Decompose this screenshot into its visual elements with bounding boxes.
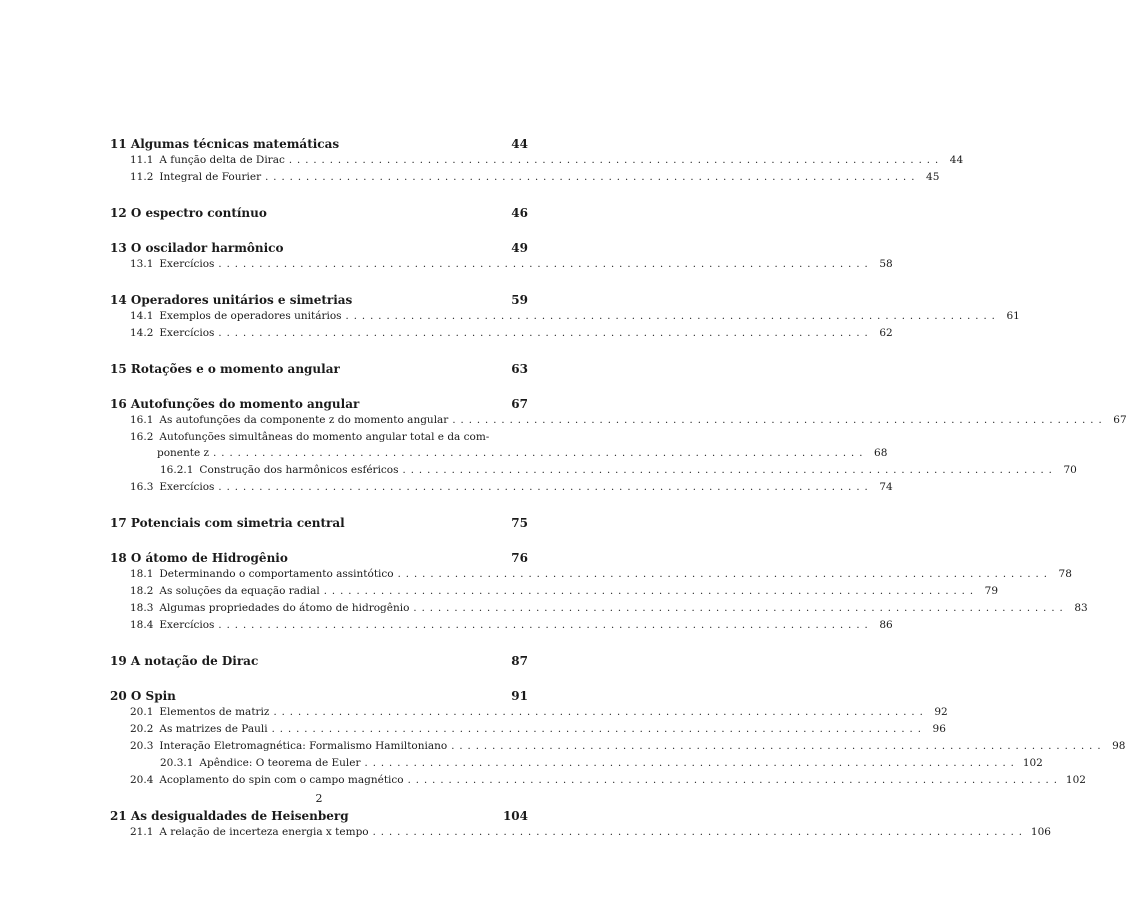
entry-title: Exercícios: [159, 327, 215, 339]
chapter-heading: [110, 516, 528, 531]
entry-page: 44: [949, 154, 964, 166]
toc-entry: [110, 479, 893, 496]
dot-leader: ................................................................................: [407, 775, 1062, 786]
chapter-title: [110, 654, 511, 669]
toc-entry: [110, 704, 948, 721]
entry-title: Integral de Fourier: [159, 171, 262, 183]
chapter-title-text: As desigualdades de Heisenberg: [130, 809, 349, 823]
entry-title: As soluções da equação radial: [159, 585, 320, 597]
chapter-page: 104: [502, 809, 528, 823]
entry-title: Acoplamento do spin com o campo magnético: [159, 774, 404, 786]
entry-page: 45: [926, 171, 940, 183]
chapter-page: 91: [511, 689, 528, 703]
dot-leader: ................................................................................: [413, 603, 1068, 614]
toc-entry: [110, 721, 946, 738]
chapter-number: 14: [110, 293, 127, 307]
dot-leader: ................................................................................: [271, 724, 926, 735]
entry-title: As matrizes de Pauli: [159, 723, 268, 735]
chapter-title: [110, 241, 511, 256]
chapter-page: 49: [511, 241, 528, 255]
chapter-page: 76: [511, 551, 528, 565]
toc-entry: [110, 325, 893, 342]
toc-entry: [110, 824, 1051, 841]
entry-title: A relação de incerteza energia x tempo: [159, 826, 369, 838]
entry-page: 62: [879, 327, 893, 339]
toc-entry: [110, 256, 893, 273]
entry-title: Elementos de matriz: [159, 706, 270, 718]
chapter-heading: [110, 241, 528, 256]
chapter-page: 75: [511, 516, 528, 530]
toc-entry: [110, 755, 1043, 772]
entry-number: 20.3.1: [160, 757, 194, 769]
entry-title: Exemplos de operadores unitários: [159, 310, 342, 322]
entry-page: 68: [874, 447, 888, 459]
toc-entry: [110, 462, 1077, 479]
chapter-title-text: O átomo de Hidrogênio: [130, 551, 288, 565]
entry-title: Algumas propriedades do átomo de hidrogênio: [159, 602, 410, 614]
chapter-title: [110, 293, 511, 308]
toc-entry: [110, 566, 1072, 583]
chapter-title: [110, 362, 511, 377]
toc-entry: [110, 308, 1020, 325]
entry-number: 11.2: [130, 171, 154, 183]
dot-leader: ................................................................................: [288, 155, 944, 166]
chapter-heading: [110, 551, 528, 566]
toc-entry: [110, 772, 1086, 789]
toc-entry: [110, 429, 528, 445]
toc-entry: [110, 152, 964, 169]
chapter-number: 15: [110, 362, 127, 376]
entry-number: 14.1: [130, 310, 154, 322]
chapter-title: [110, 397, 511, 412]
chapter-number: 18: [110, 551, 127, 565]
entry-number: 16.3: [130, 481, 154, 493]
dot-leader: ................................................................................: [213, 448, 868, 459]
entry-title: As autofunções da componente z do momento angular: [159, 414, 449, 426]
chapter-number: 20: [110, 689, 127, 703]
dot-leader: ................................................................................: [218, 259, 873, 270]
entry-page: 61: [1006, 310, 1020, 322]
entry-page: 96: [932, 723, 946, 735]
entry-page: 58: [879, 258, 893, 270]
chapter-title-text: Autofunções do momento angular: [130, 397, 360, 411]
entry-page: 86: [879, 619, 893, 631]
entry-number: 20.1: [130, 706, 154, 718]
chapter-heading: [110, 809, 528, 824]
entry-number: 20.3: [130, 740, 154, 752]
entry-page: 92: [934, 706, 948, 718]
dot-leader: ................................................................................: [273, 707, 928, 718]
chapter-heading: [110, 206, 528, 221]
table-of-contents: [110, 137, 1127, 841]
toc-entry: [110, 445, 888, 462]
chapter-page: 63: [511, 362, 528, 376]
chapter-title: [110, 206, 511, 221]
chapter-heading: [110, 362, 528, 377]
entry-title: Apêndice: O teorema de Euler: [199, 757, 361, 769]
entry-title: Autofunções simultâneas do momento angular total e da com-: [159, 431, 490, 443]
chapter-title-text: O espectro contínuo: [130, 206, 267, 220]
entry-title: Exercícios: [159, 619, 215, 631]
entry-number: 18.1: [130, 568, 154, 580]
entry-number: 18.2: [130, 585, 154, 597]
toc-entry: [110, 169, 940, 186]
entry-title: A função delta de Dirac: [159, 154, 285, 166]
entry-title: Interação Eletromagnética: Formalismo Hamiltoniano: [159, 740, 448, 752]
dot-leader: ................................................................................: [218, 620, 873, 631]
entry-page: 78: [1058, 568, 1072, 580]
toc-entry: [110, 738, 1126, 755]
dot-leader: ................................................................................: [218, 328, 873, 339]
chapter-title-text: A notação de Dirac: [130, 654, 259, 668]
chapter-title-text: Algumas técnicas matemáticas: [130, 137, 340, 151]
chapter-page: 46: [511, 206, 528, 220]
dot-leader: ................................................................................: [402, 465, 1057, 476]
entry-number: 18.4: [130, 619, 154, 631]
chapter-number: 21: [110, 809, 127, 823]
chapter-title-text: Potenciais com simetria central: [130, 516, 345, 530]
chapter-title: [110, 516, 511, 531]
chapter-title: [110, 689, 511, 704]
page-number: 2: [315, 792, 323, 805]
dot-leader: ................................................................................: [323, 586, 979, 597]
dot-leader: ................................................................................: [372, 827, 1027, 838]
chapter-heading: [110, 689, 528, 704]
entry-number: 16.2: [130, 431, 154, 443]
entry-title: Exercícios: [159, 481, 215, 493]
entry-number: 16.1: [130, 414, 154, 426]
dot-leader: ................................................................................: [265, 172, 920, 183]
entry-page: 79: [984, 585, 999, 597]
entry-page: 70: [1063, 464, 1077, 476]
entry-number: 11.1: [130, 154, 154, 166]
chapter-page: 44: [511, 137, 528, 151]
chapter-title-text: O oscilador harmônico: [130, 241, 284, 255]
entry-number: 13.1: [130, 258, 154, 270]
entry-number: 16.2.1: [160, 464, 194, 476]
entry-title: ponente z: [157, 447, 210, 459]
entry-page: 67: [1113, 414, 1127, 426]
entry-number: 20.2: [130, 723, 154, 735]
dot-leader: ................................................................................: [364, 758, 1019, 769]
entry-page: 83: [1074, 602, 1088, 614]
entry-page: 102: [1065, 774, 1086, 786]
chapter-number: 17: [110, 516, 127, 530]
toc-entry: [110, 583, 999, 600]
toc-entry: [110, 617, 893, 634]
chapter-title-text: Rotações e o momento angular: [130, 362, 340, 376]
chapter-page: 59: [511, 293, 528, 307]
entry-number: 21.1: [130, 826, 154, 838]
chapter-heading: [110, 397, 528, 412]
chapter-number: 16: [110, 397, 127, 411]
chapter-page: 67: [511, 397, 528, 411]
dot-leader: ................................................................................: [452, 415, 1107, 426]
chapter-title: [110, 809, 503, 824]
chapter-number: 12: [110, 206, 127, 220]
dot-leader: ................................................................................: [345, 311, 1000, 322]
chapter-heading: [110, 293, 528, 308]
chapter-page: 87: [511, 654, 528, 668]
chapter-heading: [110, 654, 528, 669]
entry-title: Exercícios: [159, 258, 215, 270]
dot-leader: ................................................................................: [397, 569, 1052, 580]
toc-entry: [110, 600, 1088, 617]
toc-entry: [110, 412, 1127, 429]
chapter-number: 19: [110, 654, 127, 668]
entry-title: Determinando o comportamento assintótico: [159, 568, 394, 580]
entry-page: 102: [1022, 757, 1043, 769]
chapter-heading: [110, 137, 528, 152]
chapter-title: [110, 551, 511, 566]
dot-leader: ................................................................................: [218, 482, 873, 493]
entry-number: 14.2: [130, 327, 154, 339]
entry-number: 20.4: [130, 774, 154, 786]
entry-title: Construção dos harmônicos esféricos: [199, 464, 399, 476]
entry-page: 98: [1112, 740, 1126, 752]
chapter-title: [110, 137, 511, 152]
chapter-number: 13: [110, 241, 127, 255]
dot-leader: ................................................................................: [451, 741, 1106, 752]
entry-page: 106: [1030, 826, 1051, 838]
entry-number: 18.3: [130, 602, 154, 614]
chapter-title-text: Operadores unitários e simetrias: [130, 293, 353, 307]
entry-page: 74: [879, 481, 893, 493]
chapter-title-text: O Spin: [130, 689, 176, 703]
chapter-number: 11: [110, 137, 127, 151]
